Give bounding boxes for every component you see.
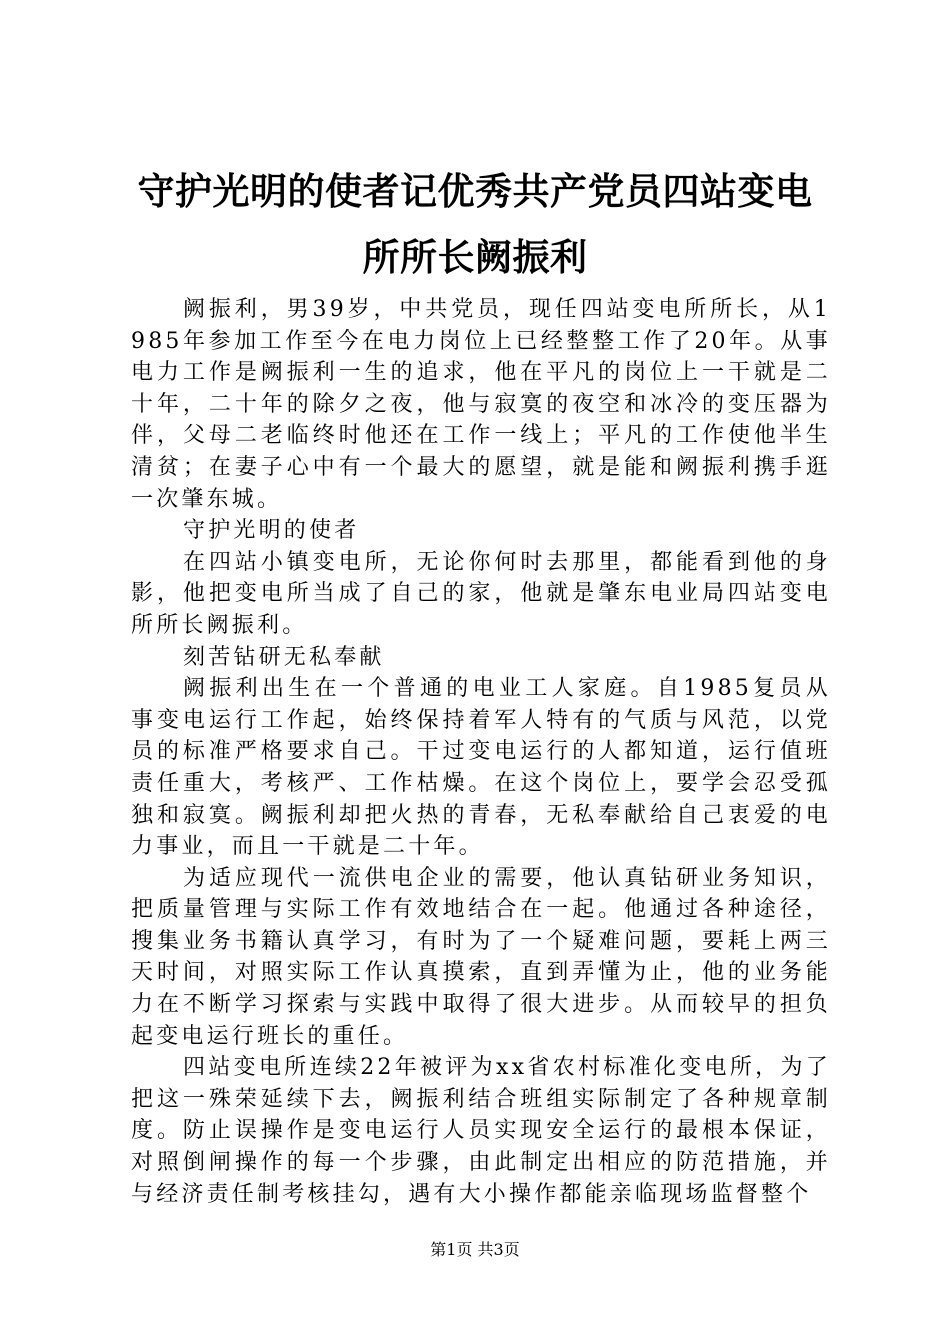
- section-heading-dedication: 刻苦钻研无私奉献: [183, 644, 385, 670]
- paragraph-standards: 四站变电所连续22年被评为xx省农村标准化变电所，为了把这一殊荣延续下去，阙振利结合班组实际制定了各种规章制度。防止误操作是变电运行人员实现安全运行的最根本保证，对照倒闸操作的每一个步骤，由此制定出相应的防范措施，并与经济责任制考核挂勾，遇有大小操作都能亲临现场监督整个: [131, 1055, 831, 1207]
- paragraph-background: 阙振利出生在一个普通的电业工人家庭。自1985复员从事变电运行工作起，始终保持着军人特有的气质与风范，以党员的标准严格要求自己。干过变电运行的人都知道，运行值班责任重大，考核严、工作枯燥。在这个岗位上，要学会忍受孤独和寂寞。阙振利却把火热的青春，无私奉献给自己衷爱的电力事业，而且一干就是二十年。: [131, 676, 831, 860]
- document-body: [131, 294, 831, 1210]
- document-title: 守护光明的使者记优秀共产党员四站变电所所长阙振利: [137, 169, 813, 279]
- section-heading-guardian: 守护光明的使者: [183, 518, 360, 544]
- page-number-footer: 第1页 共3页: [430, 1240, 520, 1259]
- paragraph-substation: 在四站小镇变电所，无论你何时去那里，都能看到他的身影，他把变电所当成了自己的家，他就是肇东电业局四站变电所所长阙振利。: [131, 549, 831, 638]
- paragraph-study: 为适应现代一流供电企业的需要，他认真钻研业务知识，把质量管理与实际工作有效地结合在一起。他通过各种途径，搜集业务书籍认真学习，有时为了一个疑难问题，要耗上两三天时间，对照实际工作认真摸索，直到弄懂为止，他的业务能力在不断学习探索与实践中取得了很大进步。从而较早的担负起变电运行班长的重任。: [131, 865, 831, 1049]
- paragraph-intro: 阙振利，男39岁，中共党员，现任四站变电所所长，从1985年参加工作至今在电力岗位上已经整整工作了20年。从事电力工作是阙振利一生的追求，他在平凡的岗位上一干就是二十年，二十年的除夕之夜，他与寂寞的夜空和冰冷的变压器为伴，父母二老临终时他还在工作一线上；平凡的工作使他半生清贫；在妻子心中有一个最大的愿望，就是能和阙振利携手逛一次肇东城。: [131, 297, 831, 512]
